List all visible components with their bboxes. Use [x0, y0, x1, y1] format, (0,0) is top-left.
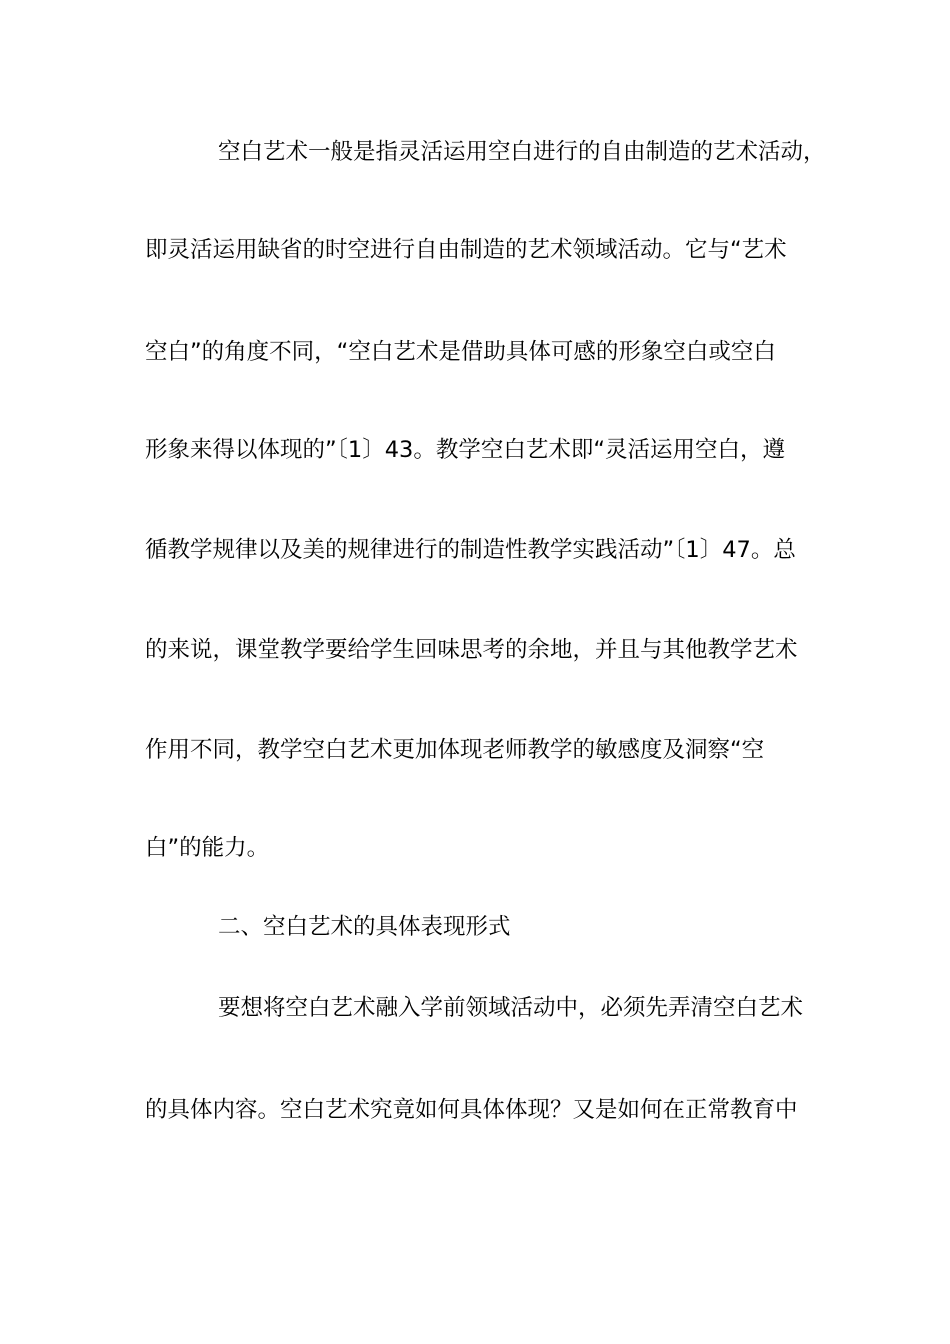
paragraph-1-line-8: 白”的能力。: [145, 835, 270, 861]
paragraph-2-line-1: 要想将空白艺术融入学前领域活动中，必须先弄清空白艺术: [218, 995, 804, 1021]
paragraph-1-line-4: 形象来得以体现的”〔1〕43。教学空白艺术即“灵活运用空白，遵: [145, 437, 786, 463]
paragraph-2-line-2: 的具体内容。空白艺术究竟如何具体体现？又是如何在正常教育中: [145, 1097, 798, 1123]
paragraph-1-line-7: 作用不同，教学空白艺术更加体现老师教学的敏感度及洞察“空: [145, 737, 765, 763]
paragraph-1-line-1: 空白艺术一般是指灵活运用空白进行的自由制造的艺术活动，: [218, 139, 826, 165]
section-heading: 二、空白艺术的具体表现形式: [218, 914, 511, 940]
paragraph-1-line-5: 循教学规律以及美的规律进行的制造性教学实践活动”〔1〕47。总: [145, 537, 796, 563]
paragraph-1-line-3: 空白”的角度不同，“空白艺术是借助具体可感的形象空白或空白: [145, 339, 776, 365]
paragraph-1-line-2: 即灵活运用缺省的时空进行自由制造的艺术领域活动。它与“艺术: [145, 237, 787, 263]
paragraph-1-line-6: 的来说，课堂教学要给学生回味思考的余地，并且与其他教学艺术: [145, 637, 798, 663]
